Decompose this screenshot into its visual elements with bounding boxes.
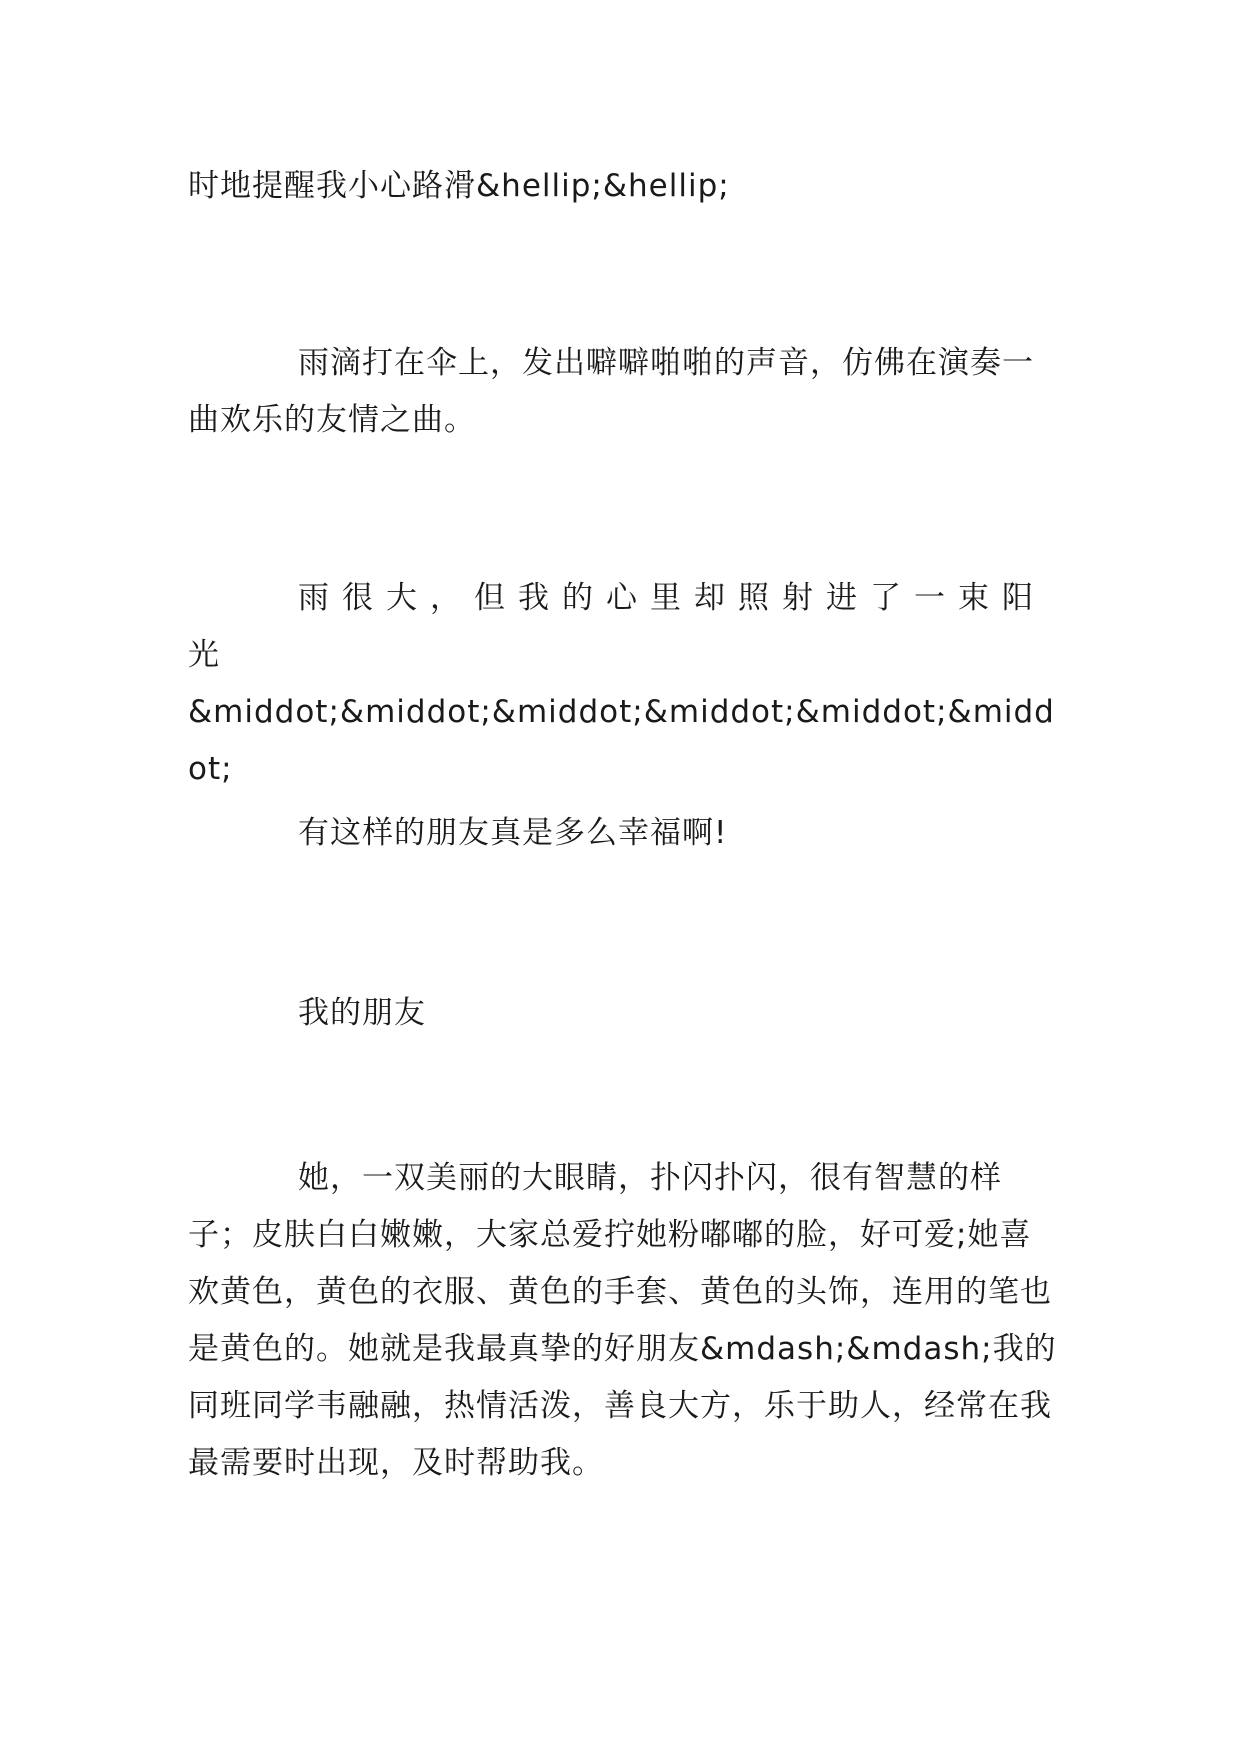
paragraph-sunshine: [188, 570, 1060, 798]
paragraph-rain-umbrella: [188, 335, 1060, 449]
section-title-text: 我的朋友: [298, 995, 426, 1031]
paragraph-text: 雨很大，但我的心里却照射进了一束阳光: [188, 580, 1046, 673]
paragraph-text: 有这样的朋友真是多么幸福啊!: [298, 815, 728, 851]
paragraph-friend-description: [188, 1150, 1060, 1492]
paragraph-text: 时地提醒我小心路滑&hellip;&hellip;: [188, 168, 730, 204]
paragraph-text: 雨滴打在伞上，发出噼噼啪啪的声音，仿佛在演奏一曲欢乐的友情之曲。: [188, 345, 1034, 438]
paragraph-ellipsis: &middot;&middot;&middot;&middot;&middot;&middot;: [188, 694, 1055, 787]
paragraph-text: 她，一双美丽的大眼睛，扑闪扑闪，很有智慧的样子；皮肤白白嫩嫩，大家总爱拧她粉嘟嘟的脸，好可爱;她喜欢黄色，黄色的衣服、黄色的手套、黄色的头饰，连用的笔也是黄色的。她就是我最真挚的好朋友&mdash;&mdash;我的同班同学韦融融，热情活泼，善良大方，乐于助人，经常在我最需要时出现，及时帮助我。: [188, 1160, 1057, 1481]
section-title: [188, 985, 1060, 1042]
paragraph-continuation: [188, 158, 1060, 215]
paragraph-happiness: [188, 805, 1060, 862]
